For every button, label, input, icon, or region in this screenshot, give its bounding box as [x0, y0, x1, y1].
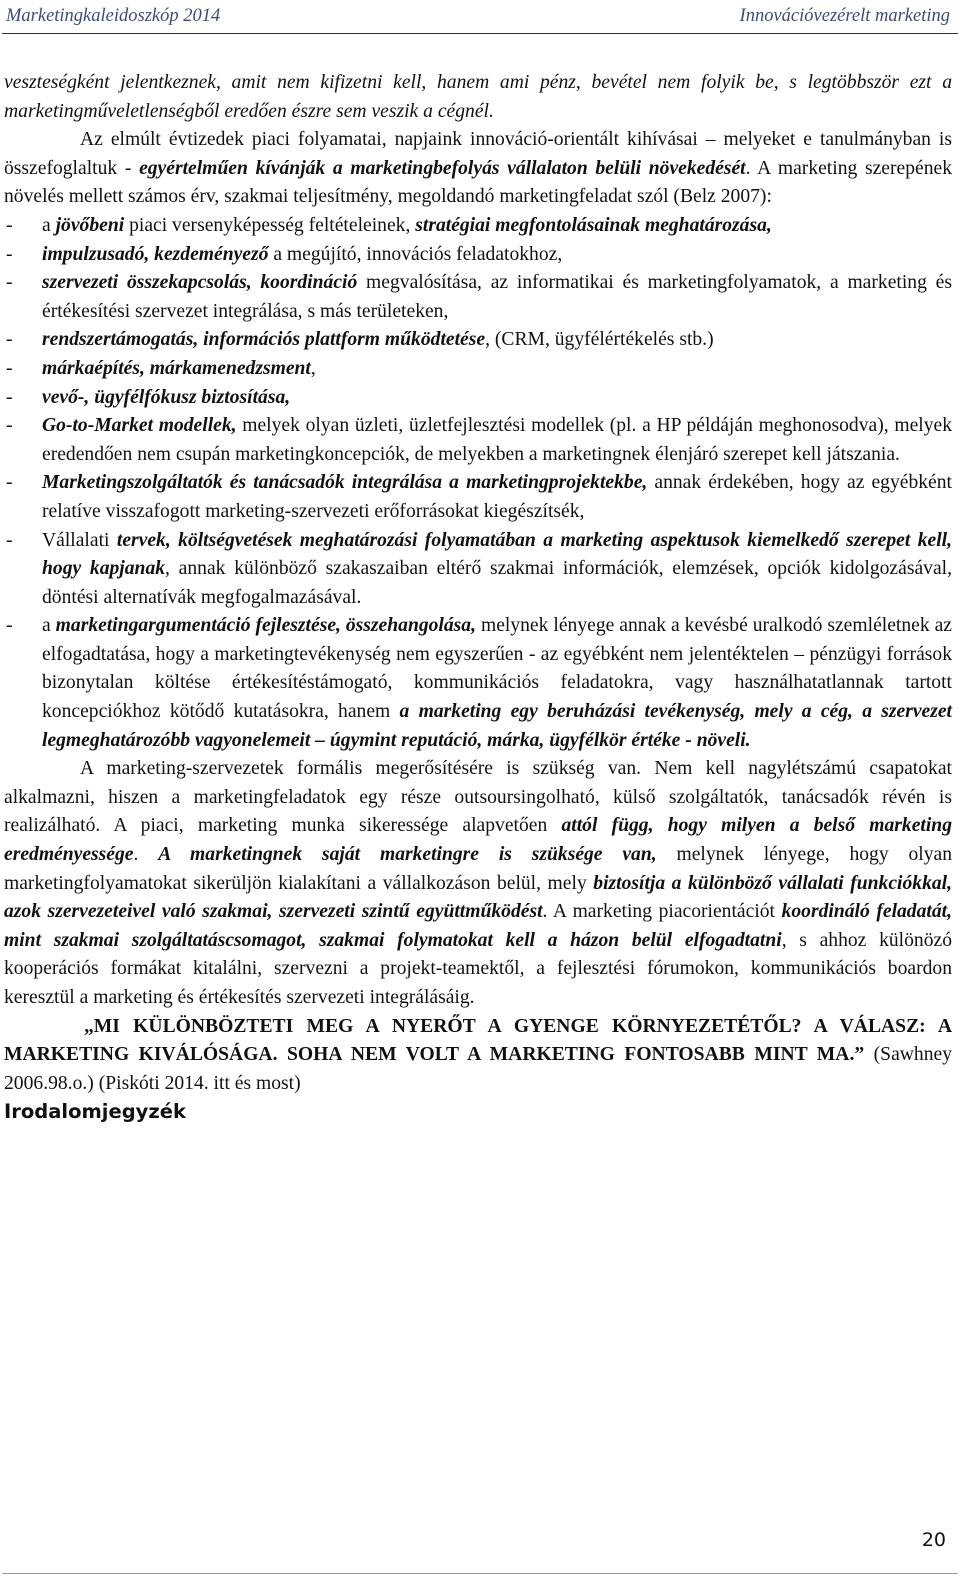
list-item: - a marketingargumentáció fejlesztése, összehangolása, melynek lényege annak a kevésbé uralkodó szemléletnek az elfogadtatása, hogy a marketingtevékenység nem egyszerűen - az egyébként nem jelentéktelen – pénzügyi források bizonytalan költése értékesítéstámogató, kommunikációs feladatokra, vagy használhatatlannak tartott koncepciókhoz kötődő kutatásokra, hanem a marketing egy beruházási tevékenység, mely a cég, a szervezet legmeghatározóbb vagyonelemeit – úgymint reputáció, márka, ügyfélkör értéke - növeli. [6, 615, 952, 751]
list-item: - szervezeti összekapcsolás, koordináció megvalósítása, az informatikai és marketingfolyamatok, a marketing és értékesítési szervezet integrálása, s más területeken, [6, 272, 952, 322]
header-section-title: Innovációvezérelt marketing [739, 6, 950, 26]
list-item: - márkaépítés, márkamenedzsment, [6, 357, 316, 379]
page-number: 20 [921, 1529, 946, 1551]
header-publication-title: Marketingkaleidoszkóp 2014 [6, 6, 221, 26]
paragraph-marketing-influence: Az elmúlt évtizedek piaci folyamatai, napjaink innováció-orientált kihívásai – melyeket e tanulmányban is összefoglaltuk - egyértelműen kívánják a marketingbefolyás vállalaton belüli növekedését. A marketing szerepének növelés mellett számos érv, szakmai teljesítmény, megoldandó marketingfeladat szól (Belz 2007): [4, 129, 952, 208]
references-heading: Irodalomjegyzék [4, 1100, 186, 1124]
page-header [0, 0, 960, 44]
list-item: - rendszertámogatás, információs plattform működtetése, (CRM, ügyfélértékelés stb.) [6, 329, 714, 351]
header-divider [2, 33, 958, 34]
footer-divider [2, 1573, 958, 1574]
intro-paragraph: veszteségként jelentkeznek, amit nem kifizetni kell, hanem ami pénz, bevétel nem folyik be, s legtöbbször ezt a marketingműveletlenségből eredően észre sem veszik a cégnél. [4, 72, 952, 122]
list-item: - Vállalati tervek, költségvetések meghatározási folyamatában a marketing aspektusok kiemelkedő szerepet kell, hogy kapjanak, annak különböző szakaszaiban eltérő szakmai információk, elemzések, opciók kidolgozásával, döntési alternatívák megfogalmazásával. [6, 529, 953, 608]
document-body [4, 69, 952, 1127]
list-item: - impulzusadó, kezdeményező a megújító, innovációs feladatokhoz, [6, 243, 563, 265]
paragraph-organization: A marketing-szervezetek formális megerősítésére is szükség van. Nem kell nagylétszámú csapatokat alkalmazni, hiszen a marketingfeladatok egy része outsoursingolható, külső szolgáltatók, tanácsadók révén is realizálható. A piaci, marketing munka sikeressége alapvetően attól függ, hogy milyen a belső marketing eredményessége. A marketingnek saját marketingre is szüksége van, melynek lényege, hogy olyan marketingfolyamatokat sikerüljön kialakítani a vállalkozáson belül, mely biztosítja a különböző vállalati funkciókkal, azok szervezeteivel való szakmai, szervezeti szintű együttműködést. A marketing piacorientációt koordináló feladatát, mint szakmai szolgáltatáscsomagot, szakmai folymatokat kell a házon belül elfogadtatni, s ahhoz különözó kooperációs formákat kitalálni, szervezni a projekt-teamektől, a fejlesztési fórumokon, kommunikációs boardon keresztül a marketing és értékesítés szervezeti integrálásáig. [4, 758, 952, 1008]
list-item: - vevő-, ügyfélfókusz biztosítása, [6, 386, 291, 408]
closing-quote: „MI KÜLÖNBÖZTETI MEG A NYERŐT A GYENGE KÖRNYEZETÉTŐL? A VÁLASZ: A MARKETING KIVÁLÓSÁGA. SOHA NEM VOLT A MARKETING FONTOSABB MINT MA.” (Sawhney 2006.98.o.) (Piskóti 2014. itt és most) [4, 1015, 952, 1094]
list-item: - a jövőbeni piaci versenyképesség feltételeinek, stratégiai megfontolásainak meghatározása, [6, 214, 772, 236]
list-item: - Go-to-Market modellek, melyek olyan üzleti, üzletfejlesztési modellek (pl. a HP példáján meghonosodva), melyek eredendően nem csupán marketingkoncepciók, de melyekben a marketingnek élenjáró szerepet kell játszania. [6, 415, 953, 465]
list-item: - Marketingszolgáltatók és tanácsadók integrálása a marketingprojektekbe, annak érdekében, hogy az egyébként relatíve visszafogott marketing-szervezeti erőforrásokat kiegészítsék, [6, 472, 952, 522]
